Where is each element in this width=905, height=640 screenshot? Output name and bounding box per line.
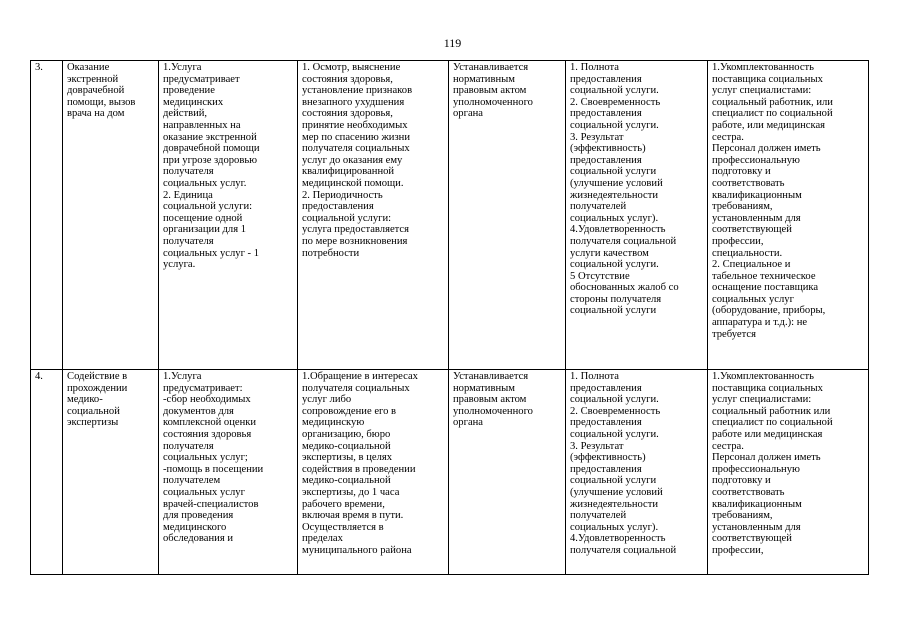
provision-conditions: 1.Укомплектованность поставщика социальных услуг специалистами: социальный работник, или специалист по социальной работе, или медицинская сестра. Персонал должен иметь профессиональную подготовку и соответствовать квалификационным требованиям, установленным для соответствующей профессии, специальности. 2. Специальное и табельное техническое оснащение поставщика социальных услуг (оборудование, приборы, аппаратура и т.д.): не требуется bbox=[708, 61, 869, 370]
service-terms: 1. Осмотр, выяснение состояния здоровья, установление признаков внезапного ухудшения состояния здоровья, принятие необходимых мер по спасению жизни получателя социальных услуг до оказания ему квалифицированной медицинской помощи. 2. Периодичность предоставления социальной услуги: услуга предоставляется по мере возникновения потребности bbox=[298, 61, 449, 370]
page-number: 119 bbox=[443, 36, 462, 50]
table-row bbox=[31, 61, 869, 370]
services-table bbox=[30, 60, 869, 575]
service-tariff: Устанавливается нормативным правовым актом уполномоченного органа bbox=[449, 370, 566, 575]
service-name: Оказание экстренной доврачебной помощи, вызов врача на дом bbox=[63, 61, 159, 370]
service-tariff: Устанавливается нормативным правовым актом уполномоченного органа bbox=[449, 61, 566, 370]
service-description: 1.Услуга предусматривает: -сбор необходимых документов для комплексной оценки состояния здоровья получателя социальных услуг; -помощь в посещении получателем социальных услуг врачей-специалистов для проведения медицинского обследования и bbox=[159, 370, 298, 575]
service-terms: 1.Обращение в интересах получателя социальных услуг либо сопровождение его в медицинскую организацию, бюро медико-социальной экспертизы, в целях содействия в проведении медико-социальной экспертизы, до 1 часа рабочего времени, включая время в пути. Осуществляется в пределах муниципального района bbox=[298, 370, 449, 575]
service-description: 1.Услуга предусматривает проведение медицинских действий, направленных на оказание экстренной доврачебной помощи при угрозе здоровью получателя социальных услуг. 2. Единица социальной услуги: посещение одной организации для 1 получателя социальных услуг - 1 услуга. bbox=[159, 61, 298, 370]
provision-conditions: 1.Укомплектованность поставщика социальных услуг специалистами: социальный работник или специалист по социальной работе или медицинская сестра. Персонал должен иметь профессиональную подготовку и соответствовать квалификационным требованиям, установленным для соответствующей профессии, bbox=[708, 370, 869, 575]
quality-indicators: 1. Полнота предоставления социальной услуги. 2. Своевременность предоставления социальной услуги. 3. Результат (эффективность) предоставления социальной услуги (улучшение условий жизнедеятельности получателей социальных услуг). 4.Удовлетворенность получателя социальной услуги качеством социальной услуги. 5 Отсутствие обоснованных жалоб со стороны получателя социальной услуги bbox=[566, 61, 708, 370]
table-row bbox=[31, 370, 869, 575]
service-name: Содействие в прохождении медико- социальной экспертизы bbox=[63, 370, 159, 575]
row-number: 4. bbox=[31, 370, 63, 575]
quality-indicators: 1. Полнота предоставления социальной услуги. 2. Своевременность предоставления социальной услуги. 3. Результат (эффективность) предоставления социальной услуги (улучшение условий жизнедеятельности получателей социальных услуг). 4.Удовлетворенность получателя социальной bbox=[566, 370, 708, 575]
row-number: 3. bbox=[31, 61, 63, 370]
